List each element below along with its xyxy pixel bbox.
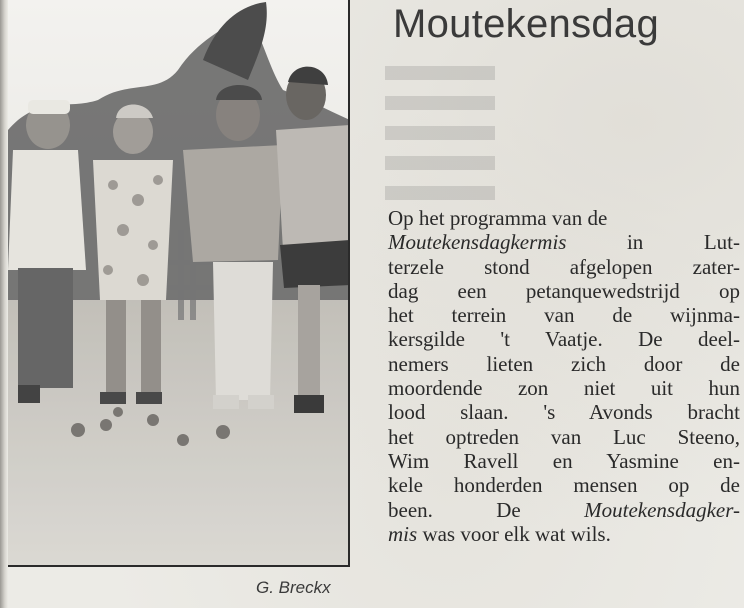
article-text: Wim Ravell en Yasmine en-	[388, 448, 740, 473]
article-line	[388, 230, 740, 254]
photo-credit: G. Breckx	[256, 578, 331, 597]
article-line	[388, 522, 740, 546]
article-text: lood slaan. 's Avonds bracht	[388, 400, 740, 425]
article-text: het optreden van Luc Steeno,	[388, 424, 740, 449]
article-text: been. De	[388, 497, 585, 522]
article-text: nemers lieten zich door de	[388, 351, 740, 376]
article-text: terzele stond afgelopen zater-	[388, 254, 740, 279]
article-text: Op het programma van de	[388, 206, 608, 230]
article-line	[388, 279, 740, 303]
article-line	[388, 206, 740, 230]
article-line	[388, 255, 740, 279]
article-line	[388, 498, 740, 522]
news-photo	[8, 0, 350, 567]
article-text: was voor elk wat wils.	[417, 521, 611, 546]
article-body	[388, 206, 740, 546]
headline: Moutekensdag	[393, 2, 660, 46]
article-italic-text: mis	[388, 521, 418, 546]
article-text: dag een petanquewedstrijd op	[388, 278, 740, 303]
article-line	[388, 376, 740, 400]
article-line	[388, 327, 740, 351]
article-italic-text: Moutekensdagker-	[584, 497, 740, 522]
article-line	[388, 473, 740, 497]
article-line	[388, 449, 740, 473]
article-text: het terrein van de wijnma-	[388, 303, 740, 328]
article-line	[388, 425, 740, 449]
article-line	[388, 400, 740, 424]
article-line	[388, 303, 740, 327]
show-through-print	[385, 60, 495, 200]
article-italic-text: Moutekensdagkermis	[388, 230, 567, 255]
article-text: kersgilde 't Vaatje. De deel-	[388, 327, 740, 352]
article-text: in Lut-	[566, 230, 740, 255]
article-text: moordende zon niet uit hun	[388, 376, 740, 401]
article-text: kele honderden mensen op de	[388, 473, 740, 498]
article-line	[388, 352, 740, 376]
page-fold-edge	[0, 0, 8, 608]
petanque-players-photo	[8, 0, 350, 567]
